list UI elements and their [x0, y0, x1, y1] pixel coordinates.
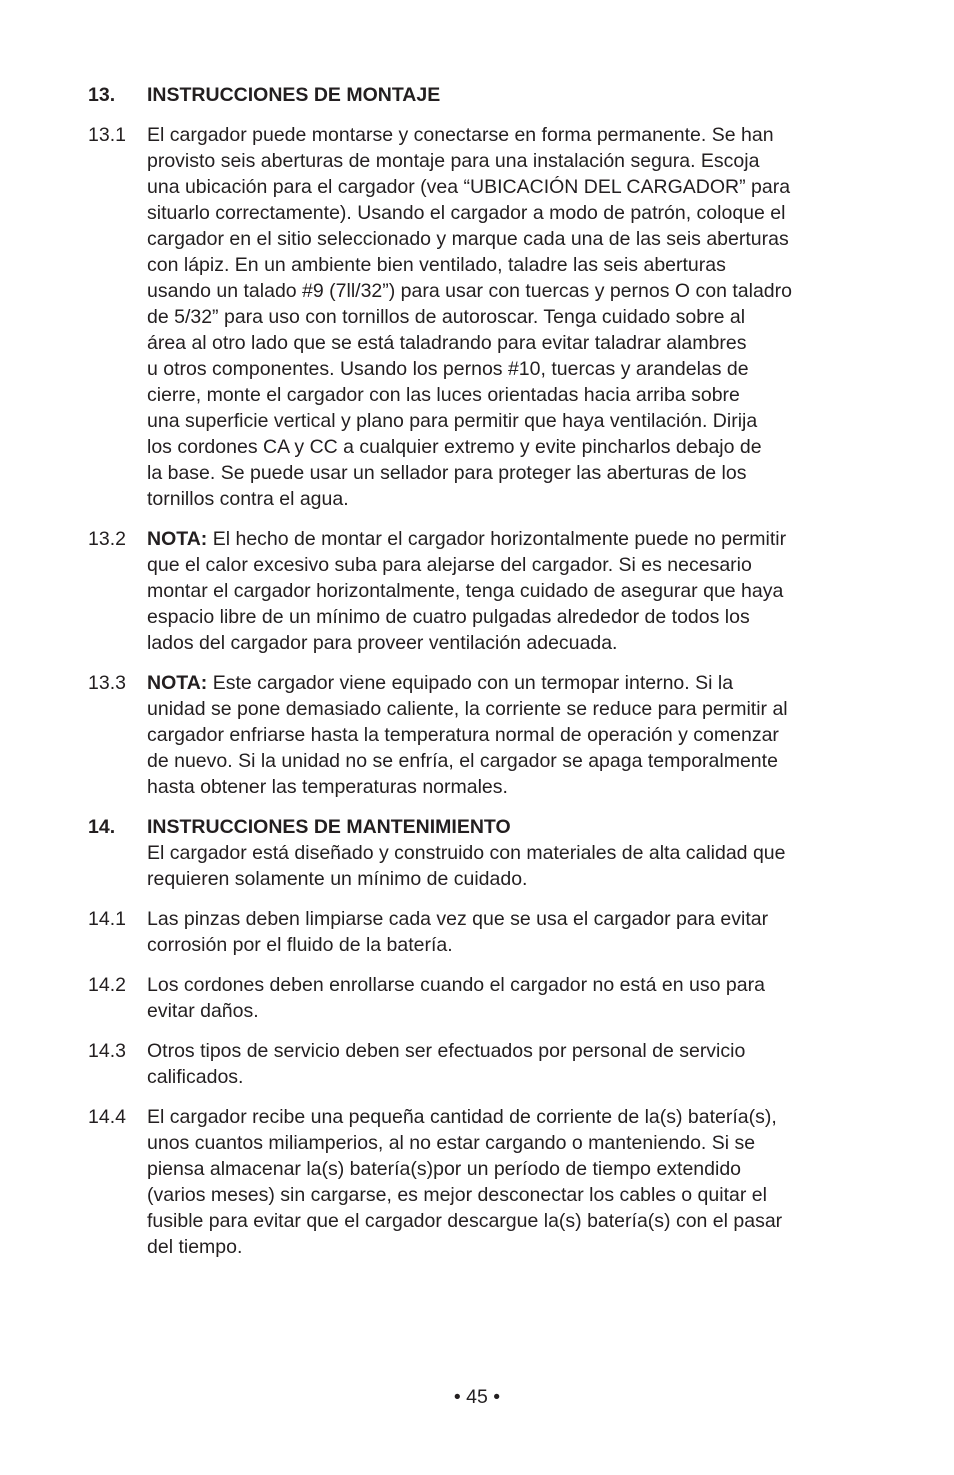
- paragraph-line: Las pinzas deben limpiarse cada vez que se usa el cargador para evitar: [147, 908, 769, 930]
- paragraph-line: la base. Se puede usar un sellador para proteger las aberturas de los: [147, 462, 747, 484]
- paragraph-line: El cargador puede montarse y conectarse en forma permanente. Se han: [147, 124, 774, 146]
- paragraph: [147, 122, 877, 512]
- note-text: El hecho de montar el cargador horizontalmente puede no permitir: [207, 528, 787, 550]
- paragraph-line: El cargador está diseñado y construido con materiales de alta calidad que: [147, 842, 786, 864]
- paragraph: [147, 906, 877, 958]
- paragraph-line: espacio libre de un mínimo de cuatro pulgadas alrededor de todos los: [147, 606, 750, 628]
- section-number: 14.: [88, 816, 116, 838]
- paragraph: [147, 670, 877, 800]
- paragraph-line: que el calor excesivo suba para alejarse del cargador. Si es necesario: [147, 554, 752, 576]
- paragraph-line: El cargador recibe una pequeña cantidad de corriente de la(s) batería(s),: [147, 1106, 777, 1128]
- section-title: INSTRUCCIONES DE MANTENIMIENTO: [147, 816, 511, 838]
- section-number: 13.1: [88, 124, 126, 146]
- section-number: 13.: [88, 84, 116, 106]
- paragraph-line: de nuevo. Si la unidad no se enfría, el cargador se apaga temporalmente: [147, 750, 778, 772]
- paragraph-line: [147, 526, 877, 552]
- paragraph-line: Otros tipos de servicio deben ser efectuados por personal de servicio: [147, 1040, 746, 1062]
- section-number: 14.4: [88, 1106, 126, 1128]
- paragraph-line: área al otro lado que se está taladrando para evitar taladrar alambres: [147, 332, 747, 354]
- paragraph: [147, 972, 877, 1024]
- paragraph-line: una ubicación para el cargador (vea “UBICACIÓN DEL CARGADOR” para: [147, 176, 791, 198]
- paragraph: [147, 526, 877, 656]
- paragraph-line: piensa almacenar la(s) batería(s)por un período de tiempo extendido: [147, 1158, 742, 1180]
- paragraph-line: [147, 670, 877, 696]
- paragraph-line: montar el cargador horizontalmente, tenga cuidado de asegurar que haya: [147, 580, 784, 602]
- paragraph-line: evitar daños.: [147, 1000, 259, 1022]
- section-number: 14.3: [88, 1040, 126, 1062]
- note-text: Este cargador viene equipado con un termopar interno. Si la: [207, 672, 734, 694]
- paragraph-line: lados del cargador para proveer ventilación adecuada.: [147, 632, 618, 654]
- paragraph-line: fusible para evitar que el cargador descargue la(s) batería(s) con el pasar: [147, 1210, 783, 1232]
- section-number: 13.2: [88, 528, 126, 550]
- paragraph-line: situarlo correctamente). Usando el cargador a modo de patrón, coloque el: [147, 202, 786, 224]
- paragraph-line: usando un talado #9 (7ll/32”) para usar con tuercas y pernos O con taladro: [147, 280, 792, 302]
- paragraph-line: calificados.: [147, 1066, 244, 1088]
- section-number: 14.1: [88, 908, 126, 930]
- paragraph-line: provisto seis aberturas de montaje para una instalación segura. Escoja: [147, 150, 760, 172]
- paragraph-line: del tiempo.: [147, 1236, 243, 1258]
- note-label: NOTA:: [147, 528, 208, 550]
- paragraph-line: Los cordones deben enrollarse cuando el cargador no está en uso para: [147, 974, 765, 996]
- paragraph-line: cargador en el sitio seleccionado y marque cada una de las seis aberturas: [147, 228, 789, 250]
- paragraph-line: (varios meses) sin cargarse, es mejor desconectar los cables o quitar el: [147, 1184, 767, 1206]
- paragraph-line: cargador enfriarse hasta la temperatura normal de operación y comenzar: [147, 724, 779, 746]
- paragraph: [147, 814, 877, 892]
- paragraph-line: corrosión por el fluido de la batería.: [147, 934, 453, 956]
- paragraph-line: hasta obtener las temperaturas normales.: [147, 776, 508, 798]
- page-number: • 45 •: [453, 1386, 501, 1408]
- paragraph-line: con lápiz. En un ambiente bien ventilado, taladre las seis aberturas: [147, 254, 726, 276]
- paragraph: [147, 1104, 877, 1260]
- section-number: 13.3: [88, 672, 126, 694]
- paragraph-line: unidad se pone demasiado caliente, la corriente se reduce para permitir al: [147, 698, 788, 720]
- paragraph-line: tornillos contra el agua.: [147, 488, 349, 510]
- section-title: INSTRUCCIONES DE MONTAJE: [147, 84, 441, 106]
- paragraph-line: de 5/32” para uso con tornillos de autoroscar. Tenga cuidado sobre al: [147, 306, 746, 328]
- note-label: NOTA:: [147, 672, 208, 694]
- paragraph-line: una superficie vertical y plano para permitir que haya ventilación. Dirija: [147, 410, 758, 432]
- paragraph-line: requieren solamente un mínimo de cuidado.: [147, 868, 528, 890]
- paragraph-line: unos cuantos miliamperios, al no estar cargando o manteniendo. Si se: [147, 1132, 756, 1154]
- section-number: 14.2: [88, 974, 126, 996]
- paragraph-line: los cordones CA y CC a cualquier extremo y evite pincharlos debajo de: [147, 436, 762, 458]
- paragraph: [147, 1038, 877, 1090]
- paragraph-line: cierre, monte el cargador con las luces orientadas hacia arriba sobre: [147, 384, 740, 406]
- paragraph-line: u otros componentes. Usando los pernos #10, tuercas y arandelas de: [147, 358, 749, 380]
